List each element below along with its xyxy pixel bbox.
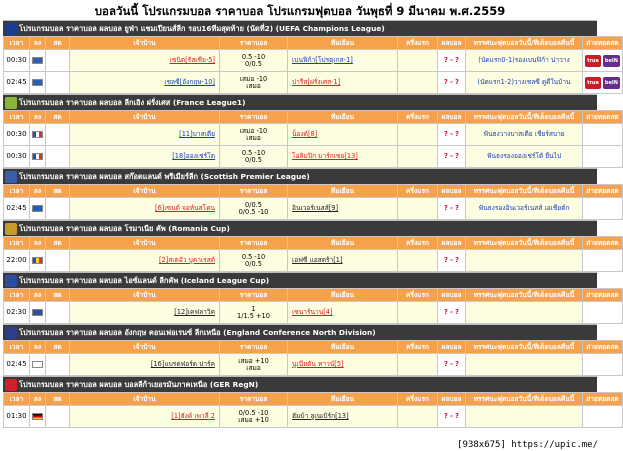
header-home: เจ้าบ้าน: [70, 237, 220, 250]
live-cell: [46, 198, 70, 220]
tips-text[interactable]: ฟันธงรองอินเวอร์เนสส์ เอเชียต์ก: [478, 204, 570, 213]
header-tv: ถ่ายทอดสด: [583, 341, 623, 354]
away-team-link[interactable]: อินเวอร์เนสส์[9]: [292, 204, 339, 213]
flag-icon: [32, 79, 43, 86]
kickoff-time: 01:30: [4, 406, 30, 428]
home-team[interactable]: [70, 406, 220, 428]
league-logo-icon: [5, 275, 17, 287]
league-title: [3, 272, 597, 288]
result-text: ? - ?: [444, 412, 459, 421]
result-text: ? - ?: [444, 360, 459, 369]
result-score: [438, 250, 466, 272]
tv-channel-cell: [583, 72, 623, 94]
flag-icon: [32, 361, 43, 368]
half-time-score: [398, 50, 438, 72]
away-team-link[interactable]: เอฟซี แอสตร้า[1]: [292, 256, 343, 265]
header-half: ครึ่งแรก: [398, 341, 438, 354]
header-away: ทีมเยือน: [288, 393, 398, 406]
header-predict: ทรรศนะฟุตบอลวันนี้/ทีเด็ดบอลคืนนี้: [466, 289, 583, 302]
flag-icon: [32, 205, 43, 212]
header-home: เจ้าบ้าน: [70, 393, 220, 406]
tips-cell[interactable]: [466, 198, 583, 220]
table-header-row: [4, 111, 623, 124]
true-visions-icon: true: [585, 55, 601, 67]
header-home: เจ้าบ้าน: [70, 185, 220, 198]
kickoff-time: 00:30: [4, 146, 30, 168]
header-result: ผลบอล: [438, 237, 466, 250]
table-row: [4, 124, 623, 146]
price-cell: [220, 354, 288, 376]
price-line-top: เสมอ -10: [239, 126, 268, 135]
header-tv: ถ่ายทอดสด: [583, 237, 623, 250]
header-half: ครึ่งแรก: [398, 289, 438, 302]
tv-channel-cell: [583, 250, 623, 272]
tips-cell[interactable]: [466, 354, 583, 376]
price-line-bottom: เสมอ +10: [238, 415, 269, 424]
result-score: [438, 124, 466, 146]
flag-icon: [32, 131, 43, 138]
table-header-row: [4, 289, 623, 302]
bein-sports-icon: beIN: [603, 77, 620, 89]
result-text: ? - ?: [444, 130, 459, 139]
league-title-text: โปรแกรมบอล ราคาบอล ผลบอล บอลลีก้าเยอรมันภาคเหนือ (GER RegN): [19, 380, 259, 389]
header-half: ครึ่งแรก: [398, 185, 438, 198]
price-line-bottom: เสมอ: [246, 363, 261, 372]
header-result: ผลบอล: [438, 341, 466, 354]
price-line-top: 0/0.5: [245, 200, 262, 209]
away-team-link[interactable]: ปารีส[ฝรั่งเศส-1]: [292, 78, 341, 87]
league-logo-icon: [5, 223, 17, 235]
tips-cell[interactable]: [466, 50, 583, 72]
home-team[interactable]: [70, 146, 220, 168]
bein-sports-icon: beIN: [603, 55, 620, 67]
price-line-bottom: 0/0.5: [245, 59, 262, 68]
league-section: [3, 20, 619, 94]
league-logo-icon: [5, 97, 17, 109]
result-text: ? - ?: [444, 256, 459, 265]
header-result: ผลบอล: [438, 393, 466, 406]
result-score: [438, 72, 466, 94]
home-team[interactable]: [70, 50, 220, 72]
kickoff-time: 02:45: [4, 198, 30, 220]
home-team-link[interactable]: [6]เซนต์ จอห์นสโตน: [155, 204, 215, 213]
league-title: [3, 324, 597, 340]
tips-cell[interactable]: [466, 72, 583, 94]
table-header-row: [4, 37, 623, 50]
kickoff-time: 00:30: [4, 50, 30, 72]
price-line-bottom: 1/1.5 +10: [237, 311, 270, 320]
result-text: ? - ?: [444, 308, 459, 317]
half-time-score: [398, 124, 438, 146]
match-table: [3, 392, 623, 428]
match-table: [3, 110, 623, 168]
kickoff-time: 02:30: [4, 302, 30, 324]
home-team[interactable]: [70, 354, 220, 376]
kickoff-time: 00:30: [4, 124, 30, 146]
header-away: ทีมเยือน: [288, 111, 398, 124]
header-predict: ทรรศนะฟุตบอลวันนี้/ทีเด็ดบอลคืนนี้: [466, 185, 583, 198]
home-team-link[interactable]: [16]แบรดฟอร์ด ปาร์ค: [150, 360, 215, 369]
price-line-bottom: เสมอ: [246, 81, 261, 90]
header-predict: ทรรศนะฟุตบอลวันนี้/ทีเด็ดบอลคืนนี้: [466, 341, 583, 354]
header-predict: ทรรศนะฟุตบอลวันนี้/ทีเด็ดบอลคืนนี้: [466, 393, 583, 406]
home-team-link[interactable]: [12]เคฟลาวิค: [174, 308, 215, 317]
league-title: [3, 168, 597, 184]
tips-text[interactable]: ฟันธงรองอองเช่ร์โต้ ยืนไป: [486, 152, 562, 161]
header-price: ราคาบอล: [220, 111, 288, 124]
away-team-link[interactable]: น็องต์[8]: [292, 130, 318, 139]
page-title: บอลวันนี้ โปรแกรมบอล ราคาบอล โปรแกรมฟุตบอล วันพุธที่ 9 มีนาคม พ.ศ.2559: [94, 4, 506, 18]
league-title-text: โปรแกรมบอล ราคาบอล ผลบอล โรมาเนีย คัพ (Romania Cup): [19, 224, 230, 233]
live-cell: [46, 250, 70, 272]
country-flag-cell: [30, 406, 46, 428]
price-line-top: เสมอ -10: [239, 74, 268, 83]
league-title-text: โปรแกรมบอล ราคาบอล ผลบอล ลีกเอิง ฝรั่งเศส (France League1): [19, 98, 246, 107]
country-flag-cell: [30, 354, 46, 376]
kickoff-time: 02:45: [4, 72, 30, 94]
price-cell: [220, 50, 288, 72]
header-league: ลง: [30, 111, 46, 124]
header-live: สด: [46, 185, 70, 198]
header-time: เวลา: [4, 111, 30, 124]
header-half: ครึ่งแรก: [398, 111, 438, 124]
league-logo-icon: [5, 327, 17, 339]
header-tv: ถ่ายทอดสด: [583, 111, 623, 124]
price-cell: [220, 406, 288, 428]
live-cell: [46, 124, 70, 146]
league-logo-icon: [5, 171, 17, 183]
match-table: [3, 340, 623, 376]
home-team[interactable]: [70, 198, 220, 220]
home-team[interactable]: [70, 72, 220, 94]
price-cell: [220, 250, 288, 272]
header-price: ราคาบอล: [220, 341, 288, 354]
result-score: [438, 354, 466, 376]
tv-channel-cell: [583, 406, 623, 428]
live-cell: [46, 50, 70, 72]
league-sections: [3, 20, 619, 428]
half-time-score: [398, 198, 438, 220]
league-title: [3, 220, 597, 236]
away-team[interactable]: [288, 302, 398, 324]
away-team-link[interactable]: โอลิมปิก มาร์กเซย[13]: [292, 152, 358, 161]
price-line-bottom: 0/0.5 -10: [238, 207, 269, 216]
price-line-bottom: เสมอ: [246, 133, 261, 142]
header-league: ลง: [30, 341, 46, 354]
home-team-link[interactable]: [11]บาสเตีย: [179, 130, 215, 139]
kickoff-time: 02:45: [4, 354, 30, 376]
header-price: ราคาบอล: [220, 289, 288, 302]
league-title-text: โปรแกรมบอล ราคาบอล ผลบอล ไอซ์แลนด์ ลีกคัพ (Iceland League Cup): [19, 276, 270, 285]
half-time-score: [398, 406, 438, 428]
away-team-link[interactable]: ฮัมบ้า ลูเนเบิร์ก[13]: [292, 412, 349, 421]
tips-cell[interactable]: [466, 302, 583, 324]
price-cell: [220, 302, 288, 324]
home-team-link[interactable]: [2]สเตอัว บูคาเรสต์: [158, 256, 215, 265]
live-cell: [46, 406, 70, 428]
result-score: [438, 406, 466, 428]
header-live: สด: [46, 393, 70, 406]
header-half: ครึ่งแรก: [398, 393, 438, 406]
country-flag-cell: [30, 250, 46, 272]
result-text: ? - ?: [444, 56, 459, 65]
price-line-top: 0.5 -10: [241, 252, 266, 261]
flag-icon: [32, 57, 43, 64]
header-result: ผลบอล: [438, 185, 466, 198]
away-team[interactable]: [288, 406, 398, 428]
header-half: ครึ่งแรก: [398, 37, 438, 50]
live-cell: [46, 146, 70, 168]
table-header-row: [4, 341, 623, 354]
table-row: [4, 72, 623, 94]
header-league: ลง: [30, 393, 46, 406]
home-team[interactable]: [70, 302, 220, 324]
result-text: ? - ?: [444, 152, 459, 161]
half-time-score: [398, 354, 438, 376]
page-wrapper: [3, 0, 619, 428]
price-cell: [220, 72, 288, 94]
header-time: เวลา: [4, 341, 30, 354]
league-section: [3, 376, 619, 428]
match-table: [3, 236, 623, 272]
result-score: [438, 198, 466, 220]
price-line-top: 1: [251, 304, 256, 313]
header-away: ทีมเยือน: [288, 37, 398, 50]
tips-text[interactable]: (นัดแรก1-2)วางเชลซี ดูดีในบ้าน: [477, 78, 571, 87]
tv-channel-cell: [583, 354, 623, 376]
table-row: [4, 50, 623, 72]
away-team-link[interactable]: นูเนียตัน ทาวน์[5]: [292, 360, 344, 369]
tv-channel-cell: [583, 50, 623, 72]
away-team-link[interactable]: เซนาร์นาน[4]: [292, 308, 333, 317]
tips-cell[interactable]: [466, 406, 583, 428]
price-cell: [220, 146, 288, 168]
table-header-row: [4, 393, 623, 406]
live-cell: [46, 72, 70, 94]
flag-icon: [32, 413, 43, 420]
result-score: [438, 302, 466, 324]
header-live: สด: [46, 237, 70, 250]
header-tv: ถ่ายทอดสด: [583, 289, 623, 302]
header-tv: ถ่ายทอดสด: [583, 37, 623, 50]
header-live: สด: [46, 37, 70, 50]
home-team-link[interactable]: เชลซี[อังกฤษ-10]: [164, 78, 215, 87]
header-result: ผลบอล: [438, 37, 466, 50]
header-away: ทีมเยือน: [288, 341, 398, 354]
table-header-row: [4, 185, 623, 198]
league-logo-icon: [5, 23, 17, 35]
header-time: เวลา: [4, 37, 30, 50]
tips-cell[interactable]: [466, 250, 583, 272]
league-title: [3, 94, 597, 110]
table-row: [4, 406, 623, 428]
price-line-top: 0.5 -10: [241, 148, 266, 157]
home-team[interactable]: [70, 250, 220, 272]
league-title-text: โปรแกรมบอล ราคาบอล ผลบอล ยูฟ่า แชมเปียนส์ลีก รอบ16ทีมสุดท้าย (นัดที่2) (UEFA Champions League): [19, 24, 385, 33]
header-live: สด: [46, 111, 70, 124]
tv-channel-cell: [583, 146, 623, 168]
tips-cell[interactable]: [466, 124, 583, 146]
table-row: [4, 198, 623, 220]
header-tv: ถ่ายทอดสด: [583, 185, 623, 198]
country-flag-cell: [30, 198, 46, 220]
price-cell: [220, 198, 288, 220]
half-time-score: [398, 250, 438, 272]
flag-icon: [32, 153, 43, 160]
flag-icon: [32, 257, 43, 264]
header-time: เวลา: [4, 289, 30, 302]
away-team[interactable]: [288, 124, 398, 146]
result-score: [438, 146, 466, 168]
price-line-bottom: 0/0.5: [245, 259, 262, 268]
header-league: ลง: [30, 37, 46, 50]
league-section: [3, 94, 619, 168]
country-flag-cell: [30, 72, 46, 94]
header-league: ลง: [30, 289, 46, 302]
table-row: [4, 250, 623, 272]
tips-cell[interactable]: [466, 146, 583, 168]
header-price: ราคาบอล: [220, 237, 288, 250]
price-line-bottom: 0/0.5: [245, 155, 262, 164]
live-cell: [46, 354, 70, 376]
header-result: ผลบอล: [438, 289, 466, 302]
header-league: ลง: [30, 185, 46, 198]
match-table: [3, 36, 623, 94]
price-line-top: 0/0.5 -10: [238, 408, 269, 417]
country-flag-cell: [30, 50, 46, 72]
result-score: [438, 50, 466, 72]
league-section: [3, 272, 619, 324]
half-time-score: [398, 302, 438, 324]
header-predict: ทรรศนะฟุตบอลวันนี้/ทีเด็ดบอลคืนนี้: [466, 111, 583, 124]
header-predict: ทรรศนะฟุตบอลวันนี้/ทีเด็ดบอลคืนนี้: [466, 237, 583, 250]
header-result: ผลบอล: [438, 111, 466, 124]
header-home: เจ้าบ้าน: [70, 289, 220, 302]
league-title: [3, 376, 597, 392]
home-team[interactable]: [70, 124, 220, 146]
away-team-link[interactable]: เบนฟิก้า[โปรตุเกส-1]: [292, 56, 353, 65]
home-team-link[interactable]: เซนิต[รัสเซีย-5]: [169, 56, 215, 65]
away-team[interactable]: [288, 72, 398, 94]
away-team[interactable]: [288, 354, 398, 376]
true-visions-icon: true: [585, 77, 601, 89]
price-cell: [220, 124, 288, 146]
tips-text[interactable]: ฟันธงวางบาสเตีย เชียร์สบาย: [483, 130, 565, 139]
country-flag-cell: [30, 146, 46, 168]
header-live: สด: [46, 341, 70, 354]
away-team[interactable]: [288, 50, 398, 72]
header-half: ครึ่งแรก: [398, 237, 438, 250]
table-row: [4, 146, 623, 168]
header-price: ราคาบอล: [220, 37, 288, 50]
flag-icon: [32, 309, 43, 316]
league-section: [3, 168, 619, 220]
home-team-link[interactable]: [1]ฮังค์ เพาลี 2: [171, 412, 215, 421]
header-price: ราคาบอล: [220, 185, 288, 198]
header-league: ลง: [30, 237, 46, 250]
header-away: ทีมเยือน: [288, 237, 398, 250]
country-flag-cell: [30, 302, 46, 324]
tips-text[interactable]: (นัดแรก0-1)รองเบนฟิก้า น่าวาง: [478, 56, 570, 65]
result-text: ? - ?: [444, 204, 459, 213]
league-section: [3, 324, 619, 376]
price-line-top: เสมอ +10: [238, 356, 269, 365]
table-row: [4, 354, 623, 376]
table-header-row: [4, 237, 623, 250]
header-price: ราคาบอล: [220, 393, 288, 406]
header-home: เจ้าบ้าน: [70, 341, 220, 354]
tv-channel-cell: [583, 124, 623, 146]
header-tv: ถ่ายทอดสด: [583, 393, 623, 406]
header-predict: ทรรศนะฟุตบอลวันนี้/ทีเด็ดบอลคืนนี้: [466, 37, 583, 50]
header-time: เวลา: [4, 393, 30, 406]
header-time: เวลา: [4, 185, 30, 198]
country-flag-cell: [30, 124, 46, 146]
match-table: [3, 288, 623, 324]
league-section: [3, 220, 619, 272]
away-team[interactable]: [288, 250, 398, 272]
half-time-score: [398, 146, 438, 168]
live-cell: [46, 302, 70, 324]
kickoff-time: 22:00: [4, 250, 30, 272]
header-away: ทีมเยือน: [288, 289, 398, 302]
league-logo-icon: [5, 379, 17, 391]
header-home: เจ้าบ้าน: [70, 111, 220, 124]
league-title-text: โปรแกรมบอล ราคาบอล ผลบอล อังกฤษ คอนเฟอเรนซ์ ลีกเหนือ (England Conference North Division): [19, 328, 376, 337]
league-title: [3, 20, 597, 36]
header-home: เจ้าบ้าน: [70, 37, 220, 50]
away-team[interactable]: [288, 198, 398, 220]
match-table: [3, 184, 623, 220]
tv-channel-cell: [583, 198, 623, 220]
league-title-text: โปรแกรมบอล ราคาบอล ผลบอล สก๊อตแลนด์ พรีเมียร์ลีก (Scottish Premier League): [19, 172, 310, 181]
home-team-link[interactable]: [18]อองเช่ร์โต: [172, 152, 215, 161]
price-line-top: 0.5 -10: [241, 52, 266, 61]
watermark: [938x675] https://upic.me/: [457, 440, 598, 450]
away-team[interactable]: [288, 146, 398, 168]
result-text: ? - ?: [444, 78, 459, 87]
header-away: ทีมเยือน: [288, 185, 398, 198]
half-time-score: [398, 72, 438, 94]
table-row: [4, 302, 623, 324]
tv-channel-cell: [583, 302, 623, 324]
header-time: เวลา: [4, 237, 30, 250]
header-live: สด: [46, 289, 70, 302]
